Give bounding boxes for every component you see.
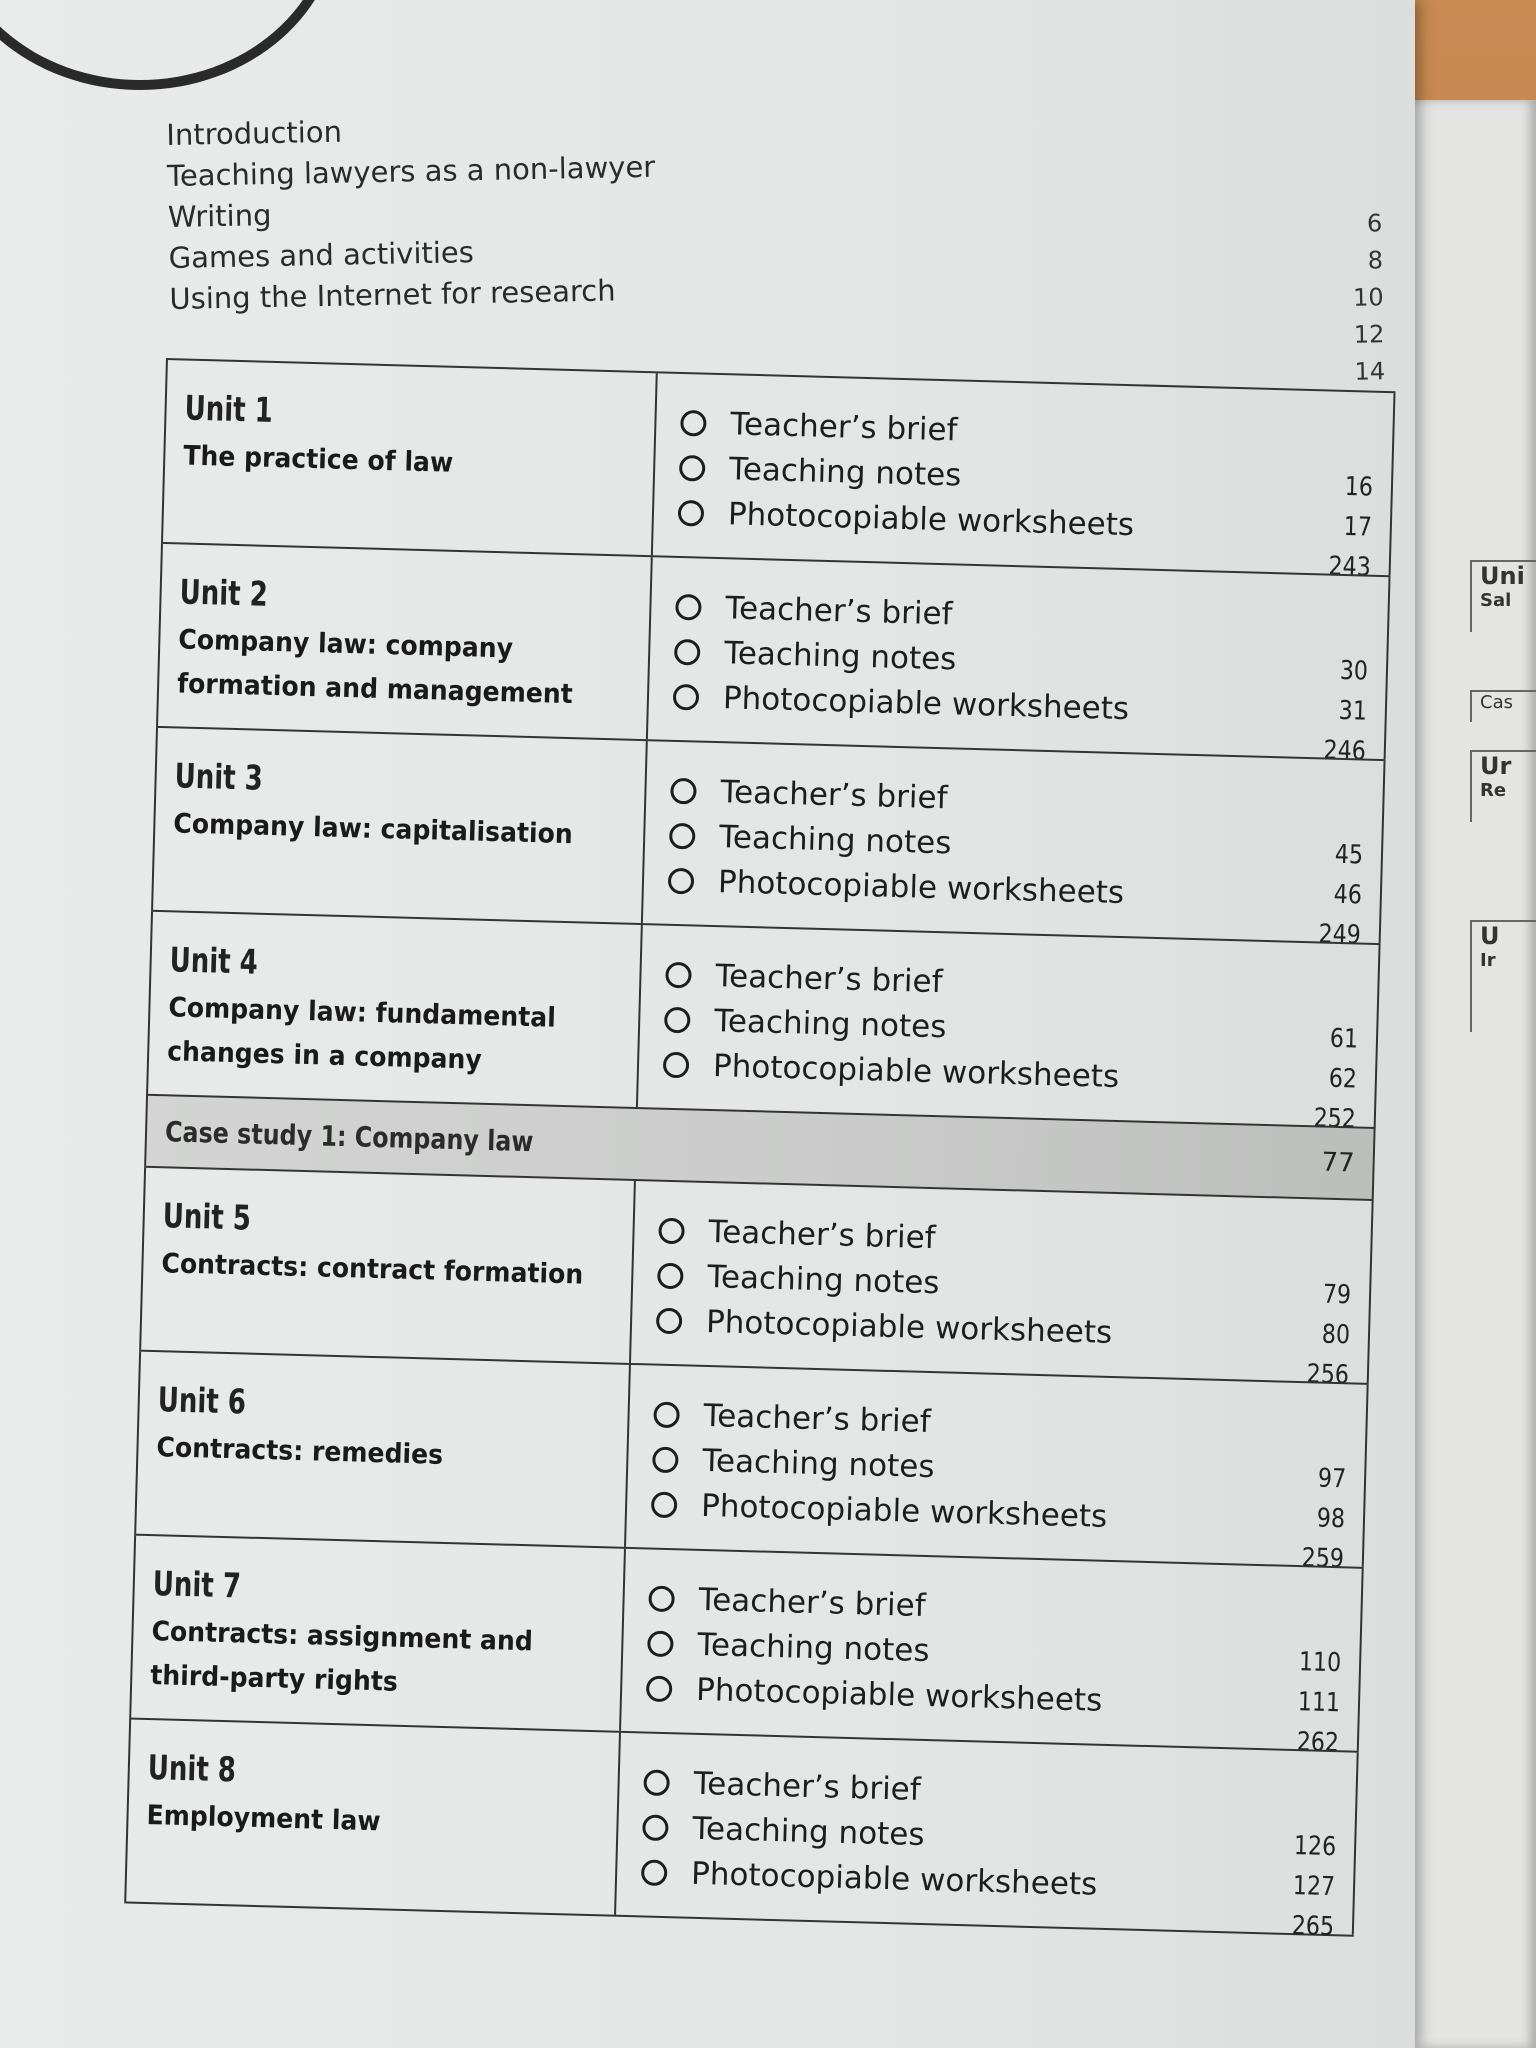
next-page-fragment xyxy=(1470,920,1536,1032)
unit-title: Contracts: assignment and third-party rights xyxy=(149,1616,534,1698)
unit-row xyxy=(129,1534,1364,1759)
contents-item-label: Teacher’s brief xyxy=(729,405,958,448)
unit-title: Company law: fundamental changes in a company xyxy=(166,992,557,1076)
next-page-fragment-text: Cas xyxy=(1480,692,1513,713)
next-page-fragment-text: Sal xyxy=(1480,590,1512,611)
contents-item-label: Teaching notes xyxy=(696,1626,931,1669)
unit-row xyxy=(134,1350,1369,1575)
intro-page-number: 8 xyxy=(1367,246,1384,275)
contents-item-label: Teaching notes xyxy=(706,1258,940,1301)
unit-title: Contracts: remedies xyxy=(156,1432,444,1471)
contents-item-label: Teaching notes xyxy=(701,1442,935,1485)
page-number: 243 xyxy=(1328,551,1372,583)
contents-item-label: Photocopiable worksheets xyxy=(712,1047,1120,1095)
unit-contents-cell xyxy=(638,925,1381,1135)
page-number: 127 xyxy=(1292,1871,1336,1903)
intro-page-number: 14 xyxy=(1354,357,1386,386)
unit-title: The practice of law xyxy=(182,440,454,479)
unit-label: Unit 8 xyxy=(147,1748,237,1791)
intro-page-numbers xyxy=(1340,209,1386,395)
unit-title: Company law: company formation and management xyxy=(176,624,574,711)
page-number: 17 xyxy=(1343,511,1373,543)
unit-label: Unit 7 xyxy=(152,1564,242,1607)
circle-bullet-icon xyxy=(678,499,705,526)
contents-item-label: Teacher’s brief xyxy=(708,1213,937,1256)
unit-heading-cell xyxy=(129,1536,626,1731)
unit-heading-cell xyxy=(151,728,648,923)
page-number: 246 xyxy=(1323,735,1367,767)
next-page-fragment xyxy=(1470,560,1536,632)
unit-contents-cell xyxy=(616,1733,1359,1943)
intro-page-number: 12 xyxy=(1353,320,1385,349)
circle-bullet-icon xyxy=(647,1630,674,1657)
unit-contents-cell xyxy=(648,557,1391,767)
page-number: 16 xyxy=(1344,471,1374,503)
page-number: 110 xyxy=(1298,1647,1342,1679)
circle-bullet-icon xyxy=(653,1401,680,1428)
contents-item-label: Photocopiable worksheets xyxy=(717,863,1125,911)
unit-label: Unit 6 xyxy=(157,1380,247,1423)
page-number: 111 xyxy=(1297,1687,1341,1719)
unit-title: Employment law xyxy=(146,1800,381,1838)
unit-label: Unit 5 xyxy=(162,1196,252,1239)
unit-row xyxy=(161,358,1396,583)
unit-row xyxy=(151,726,1386,951)
intro-item-label: Introduction xyxy=(166,114,343,152)
contents-item-label: Photocopiable worksheets xyxy=(695,1671,1103,1719)
contents-item-label: Photocopiable worksheets xyxy=(727,495,1135,543)
units-table xyxy=(124,358,1395,1943)
unit-contents-cell xyxy=(631,1181,1374,1391)
unit-title: Company law: capitalisation xyxy=(172,808,574,851)
unit-heading-cell xyxy=(146,912,643,1107)
intro-item-label: Using the Internet for research xyxy=(169,273,616,316)
contents-item-label: Teaching notes xyxy=(718,818,952,861)
unit-row xyxy=(156,542,1391,767)
intro-item-label: Teaching lawyers as a non-lawyer xyxy=(166,149,656,193)
case-study-label: Case study 1: Company law xyxy=(164,1114,534,1158)
next-page-fragment-text: U xyxy=(1480,922,1500,950)
intro-page-number: 10 xyxy=(1352,283,1384,312)
next-page-fragment-text: Re xyxy=(1480,780,1507,801)
contents-item-label: Photocopiable worksheets xyxy=(705,1303,1113,1351)
contents-item-label: Photocopiable worksheets xyxy=(690,1855,1098,1903)
decorative-arc xyxy=(0,0,340,90)
circle-bullet-icon xyxy=(669,822,696,849)
circle-bullet-icon xyxy=(668,867,695,894)
unit-heading-cell xyxy=(139,1168,636,1363)
next-page-fragment-text: Ir xyxy=(1480,950,1496,971)
contents-item-label: Teacher’s brief xyxy=(715,957,944,1000)
page-number: 30 xyxy=(1339,655,1369,687)
circle-bullet-icon xyxy=(646,1675,673,1702)
page-number: 62 xyxy=(1328,1063,1358,1095)
circle-bullet-icon xyxy=(673,683,700,710)
circle-bullet-icon xyxy=(675,593,702,620)
contents-item-label: Teacher’s brief xyxy=(703,1397,932,1440)
circle-bullet-icon xyxy=(679,454,706,481)
contents-item-label: Teacher’s brief xyxy=(724,589,953,632)
unit-row xyxy=(146,910,1381,1135)
unit-label: Unit 2 xyxy=(179,572,269,615)
unit-heading-cell xyxy=(161,360,658,555)
page-number: 61 xyxy=(1329,1023,1359,1055)
page-number: 80 xyxy=(1321,1319,1351,1351)
circle-bullet-icon xyxy=(641,1859,668,1886)
contents-item-label: Teacher’s brief xyxy=(693,1765,922,1808)
unit-heading-cell xyxy=(124,1720,621,1915)
intro-item-label: Writing xyxy=(167,197,272,234)
circle-bullet-icon xyxy=(680,409,707,436)
page-number: 259 xyxy=(1301,1543,1345,1575)
unit-contents-cell xyxy=(626,1365,1369,1575)
page-number: 98 xyxy=(1316,1503,1346,1535)
next-page-edge xyxy=(1410,100,1536,2048)
circle-bullet-icon xyxy=(664,1006,691,1033)
page-number: 79 xyxy=(1322,1279,1352,1311)
unit-page-numbers xyxy=(1273,1831,1336,1953)
next-page-fragment-text: Uni xyxy=(1480,562,1525,590)
contents-item-label: Teacher’s brief xyxy=(719,773,949,816)
unit-title: Contracts: contract formation xyxy=(161,1248,584,1291)
page-number: 252 xyxy=(1313,1103,1357,1135)
intro-contents xyxy=(166,94,1400,323)
circle-bullet-icon xyxy=(657,1262,684,1289)
circle-bullet-icon xyxy=(674,638,701,665)
unit-row xyxy=(124,1718,1359,1943)
unit-heading-cell xyxy=(156,544,653,739)
intro-item-label: Games and activities xyxy=(168,235,475,275)
contents-item-label: Teaching notes xyxy=(691,1810,926,1853)
page-number: 45 xyxy=(1334,839,1364,871)
contents-item-label: Photocopiable worksheets xyxy=(722,679,1130,727)
contents-item-label: Teaching notes xyxy=(713,1002,947,1045)
page-number: 256 xyxy=(1306,1359,1350,1391)
case-study-page-number: 77 xyxy=(1321,1147,1356,1179)
circle-bullet-icon xyxy=(642,1814,669,1841)
page-number: 97 xyxy=(1317,1463,1347,1495)
page-number: 31 xyxy=(1338,695,1368,727)
circle-bullet-icon xyxy=(658,1217,685,1244)
circle-bullet-icon xyxy=(652,1446,679,1473)
circle-bullet-icon xyxy=(670,777,697,804)
page-number: 262 xyxy=(1296,1727,1340,1759)
intro-page-number: 6 xyxy=(1366,209,1383,238)
next-page-fragment xyxy=(1470,750,1536,822)
unit-heading-cell xyxy=(134,1352,631,1547)
page-number: 249 xyxy=(1318,919,1362,951)
page-number: 46 xyxy=(1333,879,1363,911)
circle-bullet-icon xyxy=(665,961,692,988)
contents-item-label: Teacher’s brief xyxy=(698,1581,927,1624)
page-number: 126 xyxy=(1293,1831,1337,1863)
next-page-fragment-text: Ur xyxy=(1480,752,1512,780)
circle-bullet-icon xyxy=(643,1769,670,1796)
unit-contents-cell xyxy=(653,373,1396,583)
unit-label: Unit 1 xyxy=(184,388,274,431)
unit-label: Unit 4 xyxy=(169,940,259,983)
circle-bullet-icon xyxy=(651,1491,678,1518)
page-number: 265 xyxy=(1291,1911,1335,1943)
contents-item-label: Teaching notes xyxy=(728,450,962,494)
unit-row xyxy=(139,1166,1374,1391)
unit-label: Unit 3 xyxy=(174,756,264,799)
contents-item-label: Photocopiable worksheets xyxy=(700,1487,1108,1535)
next-page-fragment xyxy=(1470,690,1536,722)
circle-bullet-icon xyxy=(656,1307,683,1334)
contents-item-label: Teaching notes xyxy=(723,634,957,677)
unit-contents-cell xyxy=(621,1549,1364,1759)
unit-contents-cell xyxy=(643,741,1386,951)
circle-bullet-icon xyxy=(648,1585,675,1612)
circle-bullet-icon xyxy=(663,1051,690,1078)
